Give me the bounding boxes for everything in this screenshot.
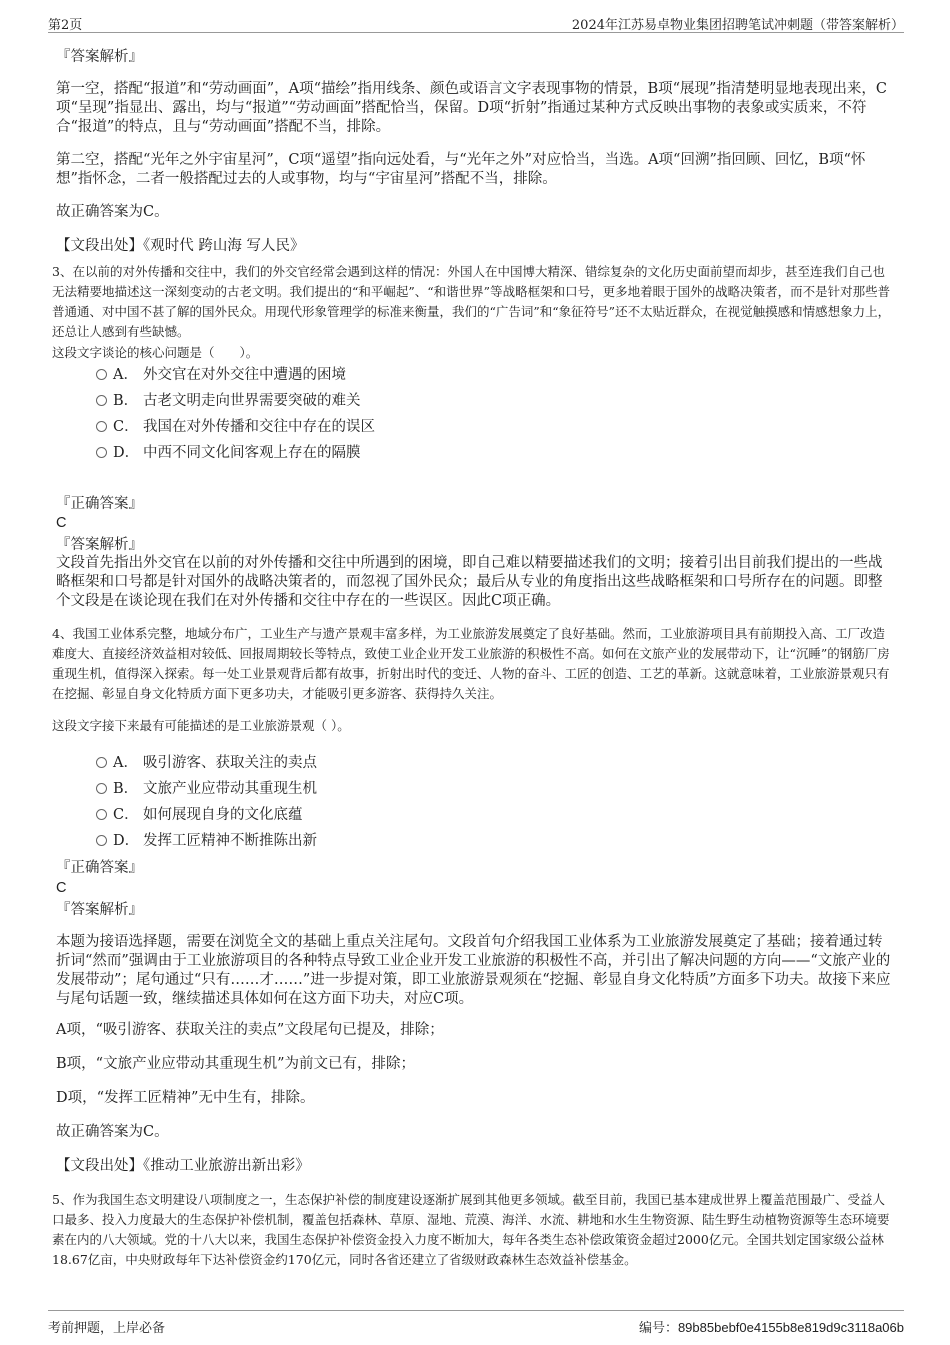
q3-stem: 3、在以前的对外传播和交往中，我们的外交官经常会遇到这样的情况：外国人在中国博大精深、错综复杂的文化历史面前望而却步，甚至连我们自己也无法精要地描述这一深刻变动的古老文明。我们提出的“和平崛起”、“和谐世界”等战略框架和口号，更多地着眼于国外的战略决策者，而不是针对那些普普通通、对中国不甚了解的国外民众。用现代形象管理学的标准来衡量，我们的“广告词”和“象征符号”还不太贴近群众，在视觉触摸感和情感想象力上，还总让人感到有些缺憾。 [52,264,891,339]
q3-question: 这段文字谈论的核心问题是（ ）。 [52,345,259,360]
q3-option-c[interactable]: C． 我国在对外传播和交往中存在的误区 [96,417,375,437]
footer-slogan: 考前押题，上岸必备 [48,1321,166,1336]
q3-option-d[interactable]: D． 中西不同文化间客观上存在的隔膜 [96,443,361,463]
document-title: 2024年江苏易卓物业集团招聘笔试冲刺题（带答案解析） [571,18,904,33]
q3-answer-label: 『正确答案』 [56,496,143,512]
q2-analysis-para2: 第二空，搭配“光年之外宇宙星河”，C项“遥望”指向远处看，与“光年之外”对应恰当，当选。A项“回溯”指回顾、回忆，B项“怀想”指怀念，二者一般搭配过去的人或事物，均与“宇宙星河”搭配不当，排除。 [56,152,866,187]
q4-option-a[interactable]: A． 吸引游客、获取关注的卖点 [96,753,317,773]
radio-icon[interactable] [96,447,107,458]
q4-option-d[interactable]: D． 发挥工匠精神不断推陈出新 [96,831,317,851]
q4-line-a: A项，“吸引游客、获取关注的卖点”文段尾句已提及，排除； [56,1022,444,1038]
document-id: 编号：89b85bebf0e4155b8e819d9c3118a06b [638,1320,904,1335]
q2-analysis-para1: 第一空，搭配“报道”和“劳动画面”，A项“描绘”指用线条、颜色或语言文字表现事物的情景，B项“展现”指清楚明显地表现出来，C项“呈现”指显出、露出，均与“报道”“劳动画面”搭配恰当，保留。D项“折射”指通过某种方式反映出事物的表象或实质来，不符合“报道”的特点，且与“劳动画面”搭配不当，排除。 [56,81,888,135]
q4-conclusion: 故正确答案为C。 [56,1124,169,1140]
q3-answer: C [56,515,67,531]
q3-option-b[interactable]: B． 古老文明走向世界需要突破的难关 [96,391,361,411]
q5-stem: 5、作为我国生态文明建设八项制度之一，生态保护补偿的制度建设逐渐扩展到其他更多领域。截至目前，我国已基本建成世界上覆盖范围最广、受益人口最多、投入力度最大的生态保护补偿机制，覆盖包括森林、草原、湿地、荒漠、海洋、水流、耕地和水生生物资源、陆生野生动植物资源等生态环境要素在内的八大领域。党的十八大以来，我国生态保护补偿资金投入力度不断加大，每年各类生态补偿政策资金超过2000亿元。全国共划定国家级公益林18.67亿亩，中央财政每年下达补偿资金约170亿元，同时各省还建立了省级财政森林生态效益补偿基金。 [52,1192,890,1267]
radio-icon[interactable] [96,757,107,768]
q4-analysis: 本题为接语选择题，需要在浏览全文的基础上重点关注尾句。文段首句介绍我国工业体系为工业旅游发展奠定了基础；接着通过转折词“然而”强调由于工业旅游项目的各种特点导致工业企业开发工业旅游的积极性不高，并引出了解决问题的方向——“文旅产业的发展带动”；尾句通过“只有……才……”进一步提对策，即工业旅游景观须在“挖掘、彰显自身文化特质”方面多下功夫。故接下来应与尾句话题一致，继续描述具体如何在这方面下功夫，对应C项。 [56,934,891,1007]
q2-source: 【文段出处】《观时代 跨山海 写人民》 [56,238,305,254]
radio-icon[interactable] [96,809,107,820]
q2-conclusion: 故正确答案为C。 [56,204,169,220]
q3-analysis-label: 『答案解析』 [56,537,143,553]
q4-source: 【文段出处】《推动工业旅游出新出彩》 [56,1158,310,1174]
page-number: 第2页 [48,18,83,33]
q2-analysis-label: 『答案解析』 [56,49,143,65]
q4-answer: C [56,880,67,896]
q4-line-b: B项，“文旅产业应带动其重现生机”为前文已有，排除； [56,1056,415,1072]
q4-answer-label: 『正确答案』 [56,860,143,876]
q4-question: 这段文字接下来最有可能描述的是工业旅游景观（ ）。 [52,718,350,733]
q4-stem: 4、我国工业体系完整，地域分布广，工业生产与遗产景观丰富多样，为工业旅游发展奠定了良好基础。然而，工业旅游项目具有前期投入高、工厂改造难度大、直接经济效益相对较低、回报周期较长等特点，致使工业企业开发工业旅游的积极性不高。如何在文旅产业的发展带动下，让“沉睡”的钢筋厂房重现生机，值得深入探索。每一处工业景观背后都有故事，折射出时代的变迁、人物的奋斗、工匠的创造、工艺的革新。这就意味着，工业旅游景观只有在挖掘、彰显自身文化特质方面下更多功夫，才能吸引更多游客、获得持久关注。 [52,626,890,701]
q4-option-c[interactable]: C． 如何展现自身的文化底蕴 [96,805,303,825]
radio-icon[interactable] [96,835,107,846]
q3-option-a[interactable]: A． 外交官在对外交往中遭遇的困境 [96,365,346,385]
page-header [48,10,904,33]
q3-analysis: 文段首先指出外交官在以前的对外传播和交往中所遇到的困境，即自己难以精要描述我们的文明；接着引出目前我们提出的一些战略框架和口号都是针对国外的战略决策者的，而忽视了国外民众；最后从专业的角度指出这些战略框架和口号所存在的问题。即整个文段是在谈论现在我们在对外传播和交往中存在的一些误区。因此C项正确。 [56,555,883,609]
q4-analysis-label: 『答案解析』 [56,902,143,918]
radio-icon[interactable] [96,369,107,380]
page-footer [48,1310,904,1335]
radio-icon[interactable] [96,421,107,432]
q4-line-d: D项，“发挥工匠精神”无中生有，排除。 [56,1090,315,1106]
radio-icon[interactable] [96,395,107,406]
q4-option-b[interactable]: B． 文旅产业应带动其重现生机 [96,779,317,799]
radio-icon[interactable] [96,783,107,794]
